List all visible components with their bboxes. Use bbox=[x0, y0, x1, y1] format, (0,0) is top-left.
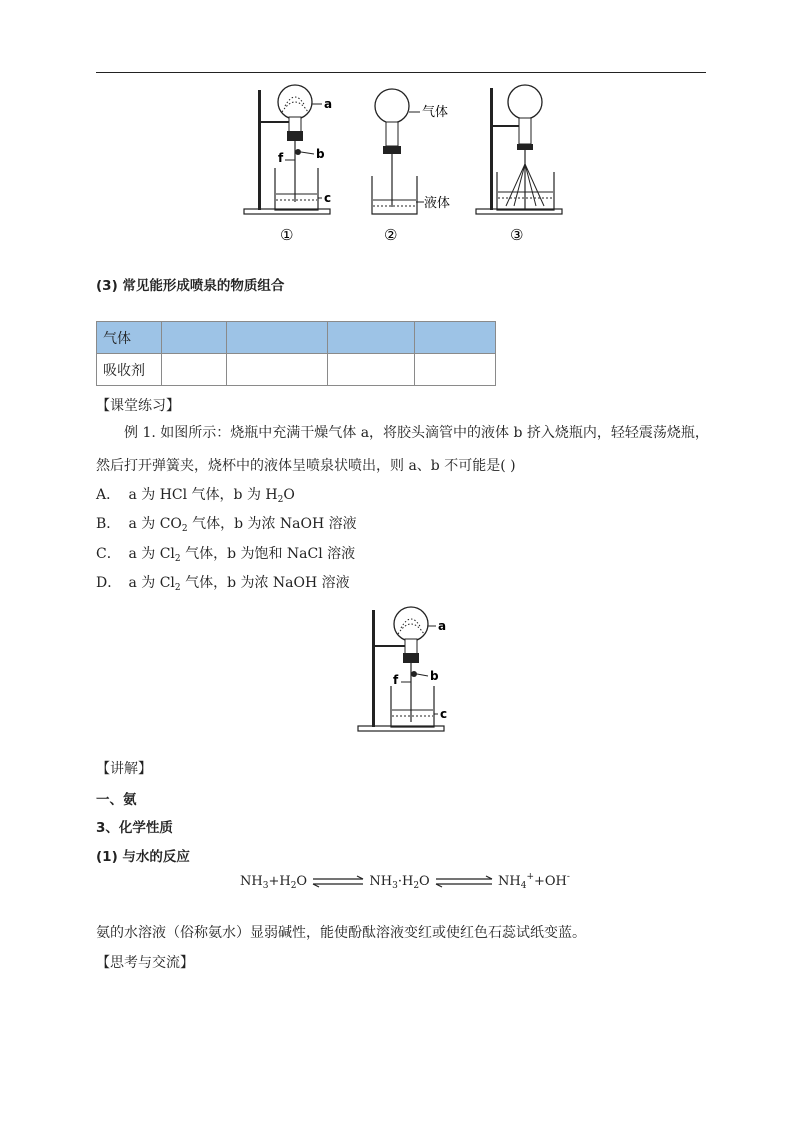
practice-fig-label-b: b bbox=[430, 669, 439, 683]
fig2-gas-label: 气体 bbox=[422, 105, 449, 120]
table-cell bbox=[328, 354, 415, 386]
option-d-text: a 为 Cl bbox=[128, 575, 175, 591]
eq-oh: +OH bbox=[534, 874, 567, 889]
subsection-chemical-properties: 3、化学性质 bbox=[96, 820, 173, 836]
eq-sub: 3 bbox=[262, 881, 269, 891]
option-c-text: a 为 Cl bbox=[128, 546, 175, 562]
item-water-reaction: (1) 与水的反应 bbox=[96, 849, 190, 865]
eq-nh4: NH bbox=[498, 874, 521, 889]
fountain-apparatus-figure-2 bbox=[362, 82, 472, 244]
option-a[interactable] bbox=[96, 485, 295, 510]
header-rule bbox=[96, 72, 706, 73]
fig1-number: ① bbox=[280, 226, 294, 244]
question-line-1: 例 1. 如图所示：烧瓶中充满干燥气体 a，将胶头滴管中的液体 b 挤入烧瓶内，轻轻震荡烧瓶， bbox=[124, 425, 709, 441]
eq-sup: - bbox=[566, 872, 570, 882]
eq-nh3-2: NH bbox=[369, 874, 393, 889]
table-cell bbox=[328, 322, 415, 354]
option-d-letter: D． bbox=[96, 575, 122, 591]
fig2-liquid-label: 液体 bbox=[424, 196, 451, 211]
option-c-letter: C． bbox=[96, 546, 121, 562]
fountain-apparatus-figure-3 bbox=[470, 82, 570, 244]
option-d-sub: 2 bbox=[174, 583, 181, 593]
option-d[interactable] bbox=[96, 573, 350, 598]
practice-fig-label-c: c bbox=[440, 707, 448, 721]
option-b-post: 气体，b 为浓 NaOH 溶液 bbox=[187, 516, 357, 532]
table-row bbox=[97, 322, 496, 354]
table-row1-header: 气体 bbox=[97, 322, 162, 354]
fig1-label-f: f bbox=[278, 151, 284, 165]
eq-o2: O bbox=[419, 874, 430, 889]
eq-sub: 4 bbox=[520, 881, 527, 891]
section3-title: (3) 常见能形成喷泉的物质组合 bbox=[96, 278, 285, 294]
table-row2-header: 吸收剂 bbox=[97, 354, 162, 386]
fountain-apparatus-figure-1 bbox=[238, 82, 338, 244]
fountain-combination-table bbox=[96, 321, 496, 386]
table-cell bbox=[162, 322, 227, 354]
fig1-label-b: b bbox=[316, 147, 325, 161]
fig1-label-a: a bbox=[324, 97, 333, 111]
think-header: 【思考与交流】 bbox=[96, 955, 194, 971]
table-cell bbox=[415, 354, 496, 386]
table-cell bbox=[415, 322, 496, 354]
eq-sub: 2 bbox=[413, 881, 420, 891]
table-cell bbox=[227, 354, 328, 386]
section-ammonia: 一、氨 bbox=[96, 792, 137, 808]
option-a-sub: 2 bbox=[277, 495, 284, 505]
option-a-letter: A． bbox=[96, 487, 121, 503]
question-line-2: 然后打开弹簧夹，烧杯中的液体呈喷泉状喷出，则 a、b 不可能是( ) bbox=[96, 458, 516, 474]
option-c-sub: 2 bbox=[174, 554, 181, 564]
eq-sup: + bbox=[526, 872, 534, 882]
fig3-number: ③ bbox=[510, 226, 524, 244]
eq-plus-h: +H bbox=[268, 874, 291, 889]
practice-fig-label-f: f bbox=[393, 673, 399, 687]
option-c[interactable] bbox=[96, 544, 355, 569]
practice-fig-label-a: a bbox=[438, 619, 447, 633]
table-cell bbox=[162, 354, 227, 386]
practice-apparatus-figure bbox=[356, 604, 456, 734]
eq-sub: 3 bbox=[392, 881, 398, 891]
option-a-post: O bbox=[283, 487, 295, 503]
eq-nh3: NH bbox=[240, 874, 263, 889]
eq-sub: 2 bbox=[290, 881, 297, 891]
ammonia-water-equation bbox=[240, 872, 570, 896]
practice-header: 【课堂练习】 bbox=[96, 398, 180, 414]
explain-header: 【讲解】 bbox=[96, 761, 152, 777]
table-row bbox=[97, 354, 496, 386]
option-c-post: 气体，b 为饱和 NaCl 溶液 bbox=[180, 546, 356, 562]
fig2-number: ② bbox=[384, 226, 398, 244]
option-b-sub: 2 bbox=[181, 524, 188, 534]
eq-dot-h: ·H bbox=[397, 874, 414, 889]
fig1-label-c: c bbox=[324, 191, 332, 205]
table-cell bbox=[227, 322, 328, 354]
option-b-letter: B． bbox=[96, 516, 121, 532]
equilibrium-arrow-icon bbox=[311, 875, 365, 889]
equilibrium-arrow-icon bbox=[434, 875, 494, 889]
eq-o: O bbox=[296, 874, 308, 889]
option-d-post: 气体，b 为浓 NaOH 溶液 bbox=[180, 575, 350, 591]
ammonia-description: 氨的水溶液（俗称氨水）显弱碱性，能使酚酞溶液变红或使红色石蕊试纸变蓝。 bbox=[96, 925, 586, 941]
option-b-text: a 为 CO bbox=[128, 516, 182, 532]
option-b[interactable] bbox=[96, 514, 357, 539]
option-a-text: a 为 HCl 气体，b 为 H bbox=[128, 487, 278, 503]
